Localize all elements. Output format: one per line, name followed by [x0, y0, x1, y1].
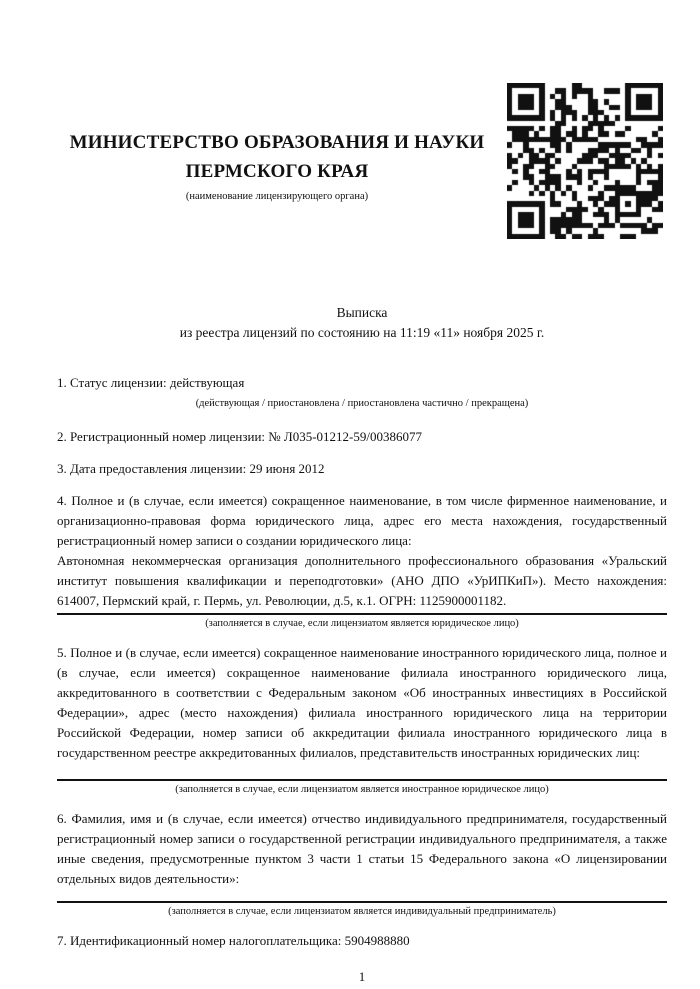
item-license-status: 1. Статус лицензии: действующая [57, 375, 245, 390]
item-foreign-entity-caption: (заполняется в случае, если лицензиатом является иностранное юридическое лицо) [175, 784, 549, 795]
item-license-status-caption: (действующая / приостановлена / приостановлена частично / прекращена) [195, 398, 529, 409]
item-registration-number: 2. Регистрационный номер лицензии: № Л035-01212-59/00386077 [57, 429, 423, 444]
fill-line [57, 901, 667, 903]
fill-line [57, 779, 667, 781]
item-individual-entrepreneur-label: 6. Фамилия, имя и (в случае, если имеется) отчество индивидуального предпринимателя, государственный регистрационный номер записи о государственной регистрации индивидуального предпринимателя, а также иные сведения, предусмотренные пунктом 3 части 1 статьи 15 Федерального закона «О лицензировании отдельных видов деятельности»: [57, 811, 667, 886]
title-line2: из реестра лицензий по состоянию на 11:19 «11» ноября 2025 г. [179, 325, 545, 340]
title-line1: Выписка [336, 305, 388, 320]
ministry-name-line2: ПЕРМСКОГО КРАЯ [185, 161, 369, 182]
fill-line [57, 613, 667, 615]
item-taxpayer-number: 7. Идентификационный номер налогоплательщика: 5904988880 [57, 933, 410, 948]
authority-caption: (наименование лицензирующего органа) [185, 191, 369, 202]
item-foreign-entity [57, 643, 667, 797]
item-legal-entity-caption: (заполняется в случае, если лицензиатом является юридическое лицо) [205, 618, 519, 629]
item-legal-entity-value: Автономная некоммерческая организация дополнительного профессионального образования «Уральский институт повышения квалификации и переподготовки» (АНО ДПО «УрИПКиП»). Место нахождения: 614007, Пермский край, г. Пермь, ул. Революции, д.5, к.1. ОГРН: 1125900001182. [57, 553, 667, 608]
licensing-authority-block [42, 128, 512, 202]
ministry-name-line1: МИНИСТЕРСТВО ОБРАЗОВАНИЯ И НАУКИ [69, 132, 485, 153]
qr-code-icon [507, 83, 663, 239]
item-legal-entity-label: 4. Полное и (в случае, если имеется) сокращенное наименование, в том числе фирменное наименование, и организационно-правовая форма юридического лица, адрес его места нахождения, государственный регистрационный номер записи о создании юридического лица: [57, 493, 667, 548]
document-header [57, 0, 667, 303]
page-number: 1 [358, 969, 366, 984]
document-body [57, 373, 667, 951]
item-individual-entrepreneur [57, 809, 667, 919]
item-grant-date: 3. Дата предоставления лицензии: 29 июня 2012 [57, 461, 325, 476]
document-title [57, 303, 667, 343]
item-foreign-entity-label: 5. Полное и (в случае, если имеется) сокращенное наименование иностранного юридического лица, полное и (в случае, если имеется) сокращенное наименование филиала иностранного юридического лица, аккредитованного в соответствии с Федеральным законом «Об иностранных инвестициях в Российской Федерации», адрес (место нахождения) филиала иностранного юридического лица на территории Российской Федерации, номер записи об аккредитации филиала иностранного юридического лица в государственном реестре аккредитованных филиалов, представительств иностранных юридических лиц: [57, 645, 667, 760]
item-legal-entity [57, 491, 667, 631]
item-individual-entrepreneur-caption: (заполняется в случае, если лицензиатом является индивидуальный предприниматель) [168, 906, 556, 917]
